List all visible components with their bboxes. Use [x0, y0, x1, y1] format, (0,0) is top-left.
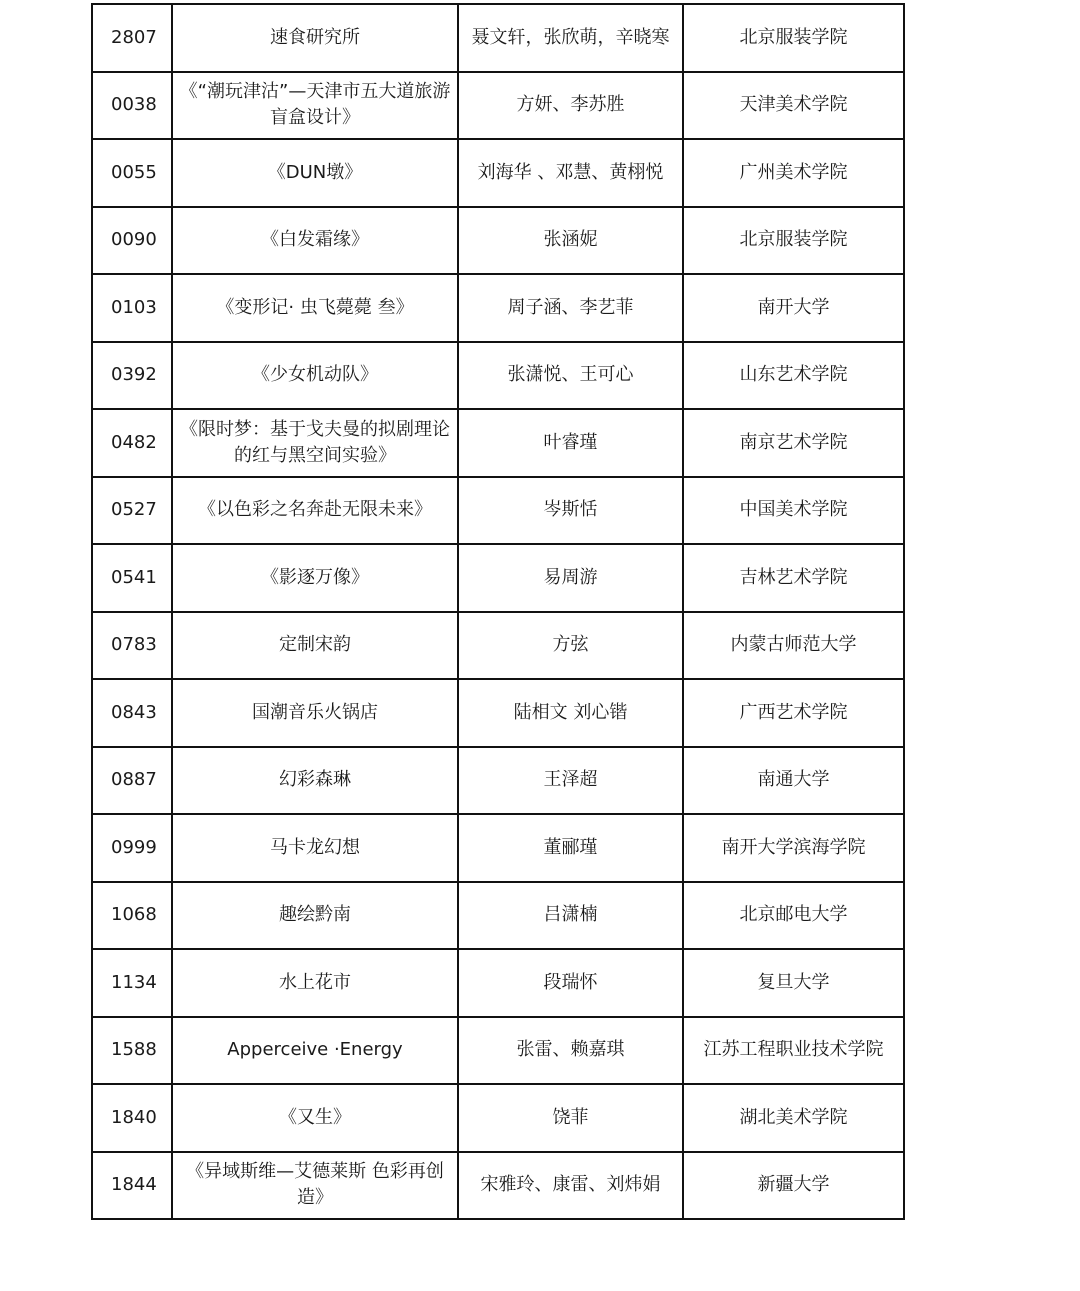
authors: 周子涵、李艺菲 [458, 274, 683, 342]
work-title: 水上花市 [172, 949, 458, 1017]
work-title: 国潮音乐火锅店 [172, 679, 458, 747]
work-title: Apperceive ·Energy [172, 1017, 458, 1085]
work-title: 《又生》 [172, 1084, 458, 1152]
work-title: 《DUN墩》 [172, 139, 458, 207]
table-row [92, 882, 904, 950]
school: 内蒙古师范大学 [683, 612, 904, 680]
work-title: 《限时梦：基于戈夫曼的拟剧理论的红与黑空间实验》 [172, 409, 458, 477]
work-title: 定制宋韵 [172, 612, 458, 680]
entry-id: 0783 [92, 612, 172, 680]
entry-id: 1588 [92, 1017, 172, 1085]
school: 北京服装学院 [683, 4, 904, 72]
table-row [92, 4, 904, 72]
work-title: 幻彩森琳 [172, 747, 458, 815]
entry-id: 0038 [92, 72, 172, 140]
awards-table-container [91, 3, 903, 1220]
entry-id: 0103 [92, 274, 172, 342]
authors: 董郦瑾 [458, 814, 683, 882]
school: 南开大学滨海学院 [683, 814, 904, 882]
authors: 王泽超 [458, 747, 683, 815]
table-row [92, 949, 904, 1017]
authors: 张雷、赖嘉琪 [458, 1017, 683, 1085]
entry-id: 1134 [92, 949, 172, 1017]
authors: 方弦 [458, 612, 683, 680]
authors: 方妍、李苏胜 [458, 72, 683, 140]
authors: 叶睿瑾 [458, 409, 683, 477]
entry-id: 0999 [92, 814, 172, 882]
entry-id: 0541 [92, 544, 172, 612]
entry-id: 0527 [92, 477, 172, 545]
authors: 吕潇楠 [458, 882, 683, 950]
table-row [92, 1084, 904, 1152]
entry-id: 2807 [92, 4, 172, 72]
work-title: 《“潮玩津沽”—天津市五大道旅游盲盒设计》 [172, 72, 458, 140]
entry-id: 0090 [92, 207, 172, 275]
authors: 易周游 [458, 544, 683, 612]
entry-id: 0843 [92, 679, 172, 747]
entry-id: 0392 [92, 342, 172, 410]
table-row [92, 747, 904, 815]
work-title: 《白发霜缘》 [172, 207, 458, 275]
table-body [92, 4, 904, 1219]
school: 湖北美术学院 [683, 1084, 904, 1152]
table-row [92, 544, 904, 612]
authors: 岑斯恬 [458, 477, 683, 545]
entry-id: 1840 [92, 1084, 172, 1152]
school: 北京邮电大学 [683, 882, 904, 950]
authors: 陆相文 刘心锴 [458, 679, 683, 747]
entry-id: 0482 [92, 409, 172, 477]
work-title: 速食研究所 [172, 4, 458, 72]
table-row [92, 612, 904, 680]
authors: 宋雅玲、康雷、刘炜娟 [458, 1152, 683, 1220]
authors: 刘海华 、邓慧、黄栩悦 [458, 139, 683, 207]
school: 南通大学 [683, 747, 904, 815]
authors: 张潇悦、王可心 [458, 342, 683, 410]
work-title: 《影逐万像》 [172, 544, 458, 612]
authors: 段瑞怀 [458, 949, 683, 1017]
table-row [92, 274, 904, 342]
school: 天津美术学院 [683, 72, 904, 140]
school: 新疆大学 [683, 1152, 904, 1220]
table-row [92, 207, 904, 275]
work-title: 趣绘黔南 [172, 882, 458, 950]
authors: 饶菲 [458, 1084, 683, 1152]
table-row [92, 1152, 904, 1220]
entry-id: 1844 [92, 1152, 172, 1220]
school: 北京服装学院 [683, 207, 904, 275]
school: 吉林艺术学院 [683, 544, 904, 612]
authors: 聂文轩，张欣萌，辛晓寒 [458, 4, 683, 72]
work-title: 《异域斯维—艾德莱斯 色彩再创造》 [172, 1152, 458, 1220]
school: 南开大学 [683, 274, 904, 342]
work-title: 《少女机动队》 [172, 342, 458, 410]
table-row [92, 72, 904, 140]
entry-id: 1068 [92, 882, 172, 950]
table-row [92, 477, 904, 545]
school: 中国美术学院 [683, 477, 904, 545]
entry-id: 0887 [92, 747, 172, 815]
work-title: 《变形记· 虫飞薨薨 叁》 [172, 274, 458, 342]
work-title: 马卡龙幻想 [172, 814, 458, 882]
school: 江苏工程职业技术学院 [683, 1017, 904, 1085]
table-row [92, 409, 904, 477]
table-row [92, 1017, 904, 1085]
work-title: 《以色彩之名奔赴无限未来》 [172, 477, 458, 545]
table-row [92, 342, 904, 410]
school: 南京艺术学院 [683, 409, 904, 477]
school: 广西艺术学院 [683, 679, 904, 747]
table-row [92, 139, 904, 207]
school: 山东艺术学院 [683, 342, 904, 410]
awards-table [91, 3, 905, 1220]
table-row [92, 679, 904, 747]
table-row [92, 814, 904, 882]
authors: 张涵妮 [458, 207, 683, 275]
entry-id: 0055 [92, 139, 172, 207]
school: 广州美术学院 [683, 139, 904, 207]
school: 复旦大学 [683, 949, 904, 1017]
